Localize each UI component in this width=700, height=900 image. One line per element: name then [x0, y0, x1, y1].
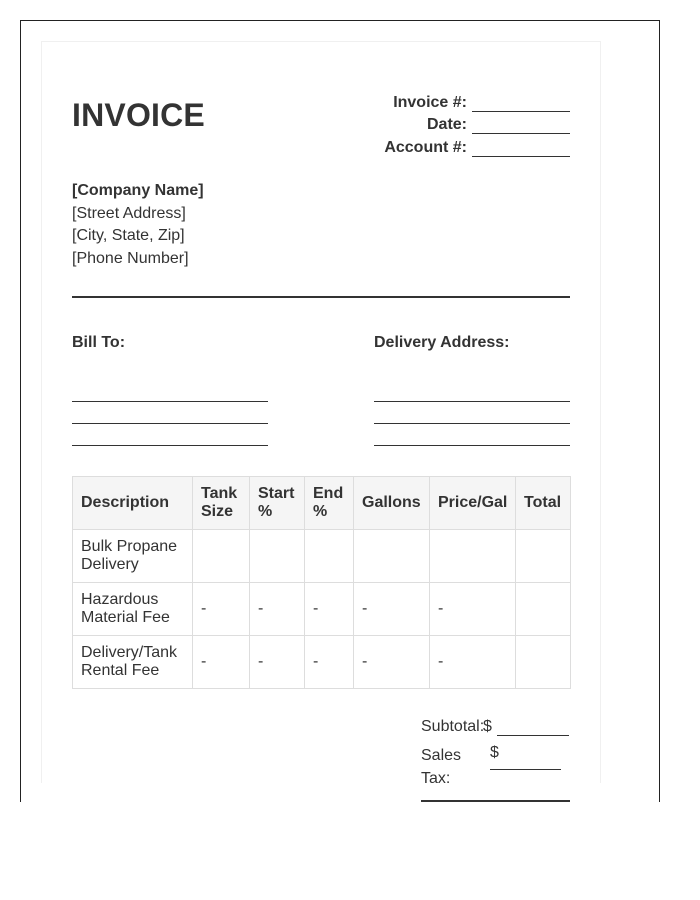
- bill-to-block: [72, 334, 268, 446]
- invoice-number-row: [384, 89, 570, 112]
- invoice-title: INVOICE: [72, 97, 205, 133]
- sales-tax-row: [421, 744, 570, 790]
- subtotal-currency: $: [483, 718, 492, 735]
- delivery-address-line[interactable]: [374, 402, 570, 424]
- sales-tax-label: Sales Tax:: [421, 747, 462, 787]
- table-cell[interactable]: -: [354, 583, 430, 636]
- table-cell[interactable]: -: [250, 583, 305, 636]
- header-divider: [72, 296, 570, 298]
- table-cell[interactable]: -: [193, 583, 250, 636]
- invoice-meta: [384, 89, 570, 157]
- sales-tax-currency: $: [490, 744, 499, 761]
- delivery-address-block: [374, 334, 570, 446]
- account-number-row: [384, 134, 570, 157]
- company-name: [Company Name]: [72, 182, 204, 199]
- column-header: Price/Gal: [430, 477, 516, 530]
- table-cell[interactable]: [354, 530, 430, 583]
- column-header: Start %: [250, 477, 305, 530]
- column-header: End %: [305, 477, 354, 530]
- table-cell[interactable]: -: [305, 636, 354, 689]
- table-cell[interactable]: [250, 530, 305, 583]
- delivery-address-label: Delivery Address:: [374, 334, 510, 351]
- table-cell[interactable]: Bulk Propane Delivery: [73, 530, 193, 583]
- subtotal-label: Subtotal:: [421, 718, 485, 735]
- line-items-table: [72, 476, 571, 689]
- bill-to-line[interactable]: [72, 402, 268, 424]
- company-city: [City, State, Zip]: [72, 227, 185, 244]
- table-cell[interactable]: -: [430, 583, 516, 636]
- date-field[interactable]: [472, 116, 570, 134]
- account-number-label: Account #:: [384, 138, 467, 156]
- invoice-number-field[interactable]: [472, 94, 570, 112]
- date-label: Date:: [426, 116, 467, 133]
- table-cell[interactable]: -: [354, 636, 430, 689]
- bill-to-line[interactable]: [72, 380, 268, 402]
- column-header: Total: [516, 477, 571, 530]
- column-header: Gallons: [354, 477, 430, 530]
- column-header: Description: [73, 477, 193, 530]
- delivery-address-line[interactable]: [374, 424, 570, 446]
- table-cell[interactable]: -: [430, 636, 516, 689]
- table-cell[interactable]: [516, 636, 571, 689]
- bill-to-label: Bill To:: [72, 334, 126, 351]
- table-cell[interactable]: -: [250, 636, 305, 689]
- delivery-address-line[interactable]: [374, 380, 570, 402]
- table-cell[interactable]: -: [305, 583, 354, 636]
- totals-divider: [421, 800, 570, 802]
- sales-tax-value: [490, 744, 561, 770]
- table-row: [73, 583, 571, 636]
- company-phone: [Phone Number]: [72, 249, 189, 267]
- table-row: [73, 530, 571, 583]
- sales-tax-field[interactable]: [490, 762, 561, 770]
- invoice-sheet: [41, 41, 601, 787]
- table-cell[interactable]: -: [193, 636, 250, 689]
- totals-block: [421, 714, 570, 790]
- invoice-number-label: Invoice #:: [393, 93, 467, 111]
- column-header: Tank Size: [193, 477, 250, 530]
- table-cell[interactable]: [516, 583, 571, 636]
- company-street: [Street Address]: [72, 204, 186, 222]
- company-info: [72, 180, 204, 270]
- table-header-row: [73, 477, 571, 530]
- table-cell[interactable]: [516, 530, 571, 583]
- table-cell[interactable]: Delivery/Tank Rental Fee: [73, 636, 193, 689]
- subtotal-field[interactable]: [497, 718, 569, 736]
- bill-to-line[interactable]: [72, 424, 268, 446]
- subtotal-row: [421, 714, 570, 736]
- table-cell[interactable]: [430, 530, 516, 583]
- date-row: [384, 112, 570, 135]
- table-row: [73, 636, 571, 689]
- table-cell[interactable]: [305, 530, 354, 583]
- table-cell[interactable]: [193, 530, 250, 583]
- account-number-field[interactable]: [472, 139, 570, 157]
- table-cell[interactable]: Hazardous Material Fee: [73, 583, 193, 636]
